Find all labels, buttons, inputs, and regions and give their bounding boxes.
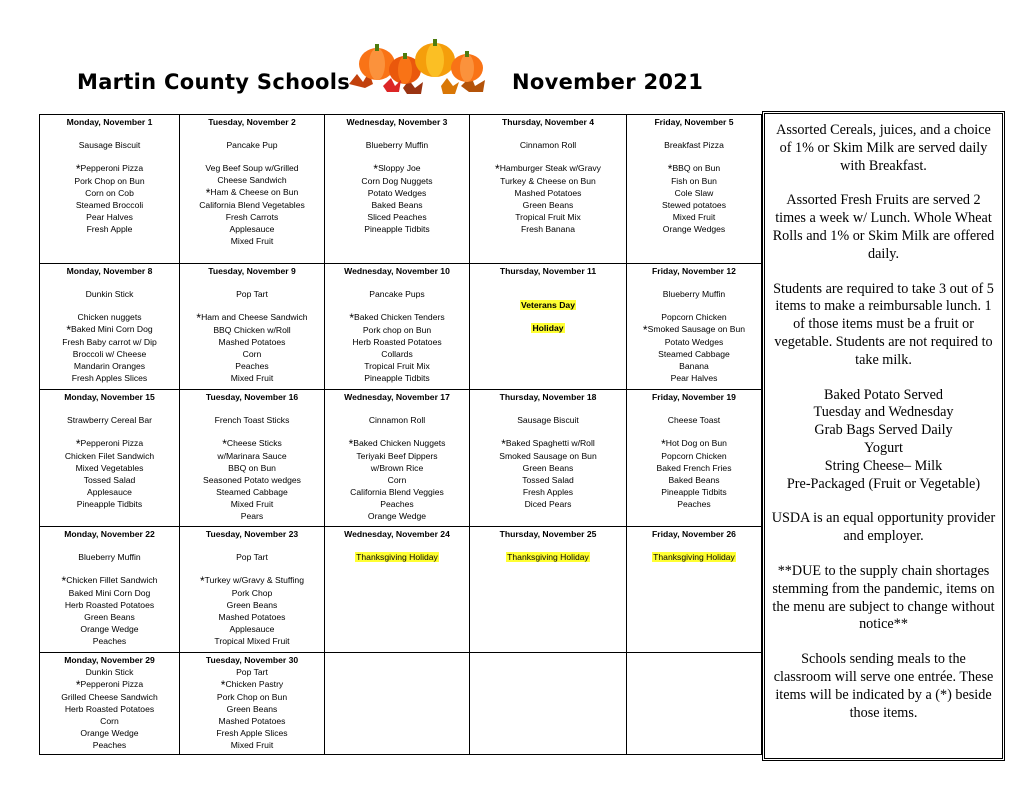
menu-item (40, 574, 179, 587)
menu-item (627, 437, 761, 450)
special-item: Tuesday and Wednesday (813, 404, 954, 421)
menu-item: Tossed Salad (83, 475, 136, 485)
day-heading: Thursday, November 25 (499, 529, 597, 539)
menu-item: Broccoli w/ Cheese (72, 349, 147, 359)
menu-item: Green Beans (522, 200, 574, 210)
breakfast-item: Blueberry Muffin (365, 140, 429, 150)
spacer (40, 151, 179, 162)
day-heading: Monday, November 8 (66, 266, 153, 276)
menu-item: Corn (387, 475, 407, 485)
holiday-line (627, 551, 761, 563)
breakfast-item: Pop Tart (236, 289, 268, 299)
menu-item: Fresh Banana (521, 224, 575, 234)
spacer (627, 300, 761, 311)
classroom-star-icon: * (75, 678, 81, 692)
classroom-star-icon: * (220, 678, 226, 692)
holiday-label: Veterans Day (521, 300, 575, 310)
menu-item (325, 311, 469, 324)
menu-item: Popcorn Chicken (661, 451, 727, 461)
spacer (470, 403, 626, 414)
day-heading: Tuesday, November 23 (205, 529, 299, 539)
menu-item: Applesauce (229, 624, 275, 634)
menu-item: Pork Chop (231, 588, 273, 598)
day-cell (627, 115, 762, 264)
menu-item: Mashed Potatoes (218, 337, 286, 347)
spacer (470, 311, 626, 322)
special-item: Grab Bags Served Daily (814, 422, 953, 439)
menu-item-text: Hot Dog on Bun (665, 438, 727, 448)
spacer (40, 426, 179, 437)
special-item: Pre-Packaged (Fruit or Vegetable) (786, 475, 981, 492)
menu-item: Fresh Apples (522, 487, 574, 497)
classroom-star-icon: * (61, 574, 67, 588)
lunch-note: Assorted Fresh Fruits are served 2 times a week w/ Lunch. Whole Wheat Rolls and 1% or Skim Milk are offered daily. (772, 192, 995, 262)
menu-item: Pineapple Tidbits (364, 373, 430, 383)
menu-item: Sliced Peaches (367, 212, 427, 222)
menu-item: Cole Slaw (674, 188, 714, 198)
usda-note: USDA is an equal opportunity provider and employer. (771, 510, 996, 545)
menu-item: Tropical Fruit Mix (515, 212, 581, 222)
menu-info-panel (762, 111, 1005, 761)
breakfast-item: Blueberry Muffin (662, 289, 726, 299)
menu-item: Pineapple Tidbits (364, 224, 430, 234)
menu-item: Fresh Carrots (225, 212, 279, 222)
spacer (180, 426, 324, 437)
spacer (470, 540, 626, 551)
month-title: November 2021 (512, 70, 704, 94)
holiday-line (325, 551, 469, 563)
day-cell (40, 390, 180, 527)
spacer (627, 540, 761, 551)
breakfast-item: Dunkin Stick (85, 289, 134, 299)
day-heading: Monday, November 22 (64, 529, 155, 539)
holiday-label: Thanksgiving Holiday (653, 552, 735, 562)
menu-item: Banana (679, 361, 709, 371)
breakfast-item: Pancake Pups (369, 289, 425, 299)
menu-item: Mandarin Oranges (73, 361, 146, 371)
menu-item-text: Pepperoni Pizza (80, 438, 144, 448)
day-heading: Tuesday, November 16 (205, 392, 299, 402)
classroom-star-icon: * (75, 437, 81, 451)
menu-item-text: Pepperoni Pizza (80, 679, 144, 689)
day-heading: Thursday, November 11 (499, 266, 597, 276)
menu-item: Tossed Salad (522, 475, 574, 485)
menu-item (470, 162, 626, 175)
menu-item: Smoked Sausage on Bun (499, 451, 597, 461)
classroom-star-icon: * (348, 437, 354, 451)
empty-day-cell (470, 653, 627, 755)
breakfast-item: Pancake Pup (226, 140, 278, 150)
classroom-star-icon: * (661, 437, 666, 451)
day-heading: Thursday, November 18 (499, 392, 597, 402)
classroom-star-icon: * (196, 311, 202, 325)
menu-item (627, 323, 761, 336)
menu-item: Herb Roasted Potatoes (64, 704, 155, 714)
day-heading: Wednesday, November 17 (344, 392, 450, 402)
menu-item: BBQ Chicken w/Roll (213, 325, 291, 335)
spacer (40, 540, 179, 551)
menu-item: Pork Chop on Bun (74, 176, 145, 186)
breakfast-item: Cinnamon Roll (368, 415, 426, 425)
classroom-star-icon: * (199, 574, 205, 588)
menu-item: Mixed Fruit (672, 212, 716, 222)
menu-item: Seasoned Potato wedges (203, 475, 301, 485)
day-cell (180, 653, 325, 755)
day-cell (470, 390, 627, 527)
menu-item-text: Ham & Cheese on Bun (210, 187, 299, 197)
menu-item: Corn (100, 716, 119, 726)
menu-item: Cheese Sandwich (217, 175, 287, 185)
day-cell (40, 527, 180, 653)
day-heading: Wednesday, November 3 (346, 117, 448, 127)
menu-item: Pork Chop on Bun (216, 692, 288, 702)
menu-item: Baked Beans (371, 200, 423, 210)
menu-item (180, 311, 324, 324)
spacer (627, 277, 761, 288)
day-cell (180, 527, 325, 653)
menu-item: Mixed Vegetables (75, 463, 144, 473)
spacer (40, 277, 179, 288)
menu-item: Baked Beans (668, 475, 720, 485)
spacer (40, 403, 179, 414)
menu-item: Steamed Cabbage (216, 487, 288, 497)
spacer (180, 540, 324, 551)
classroom-note: Schools sending meals to the classroom will serve one entrée. These items will be indicated by a (*) beside those items. (773, 651, 994, 721)
spacer (325, 426, 469, 437)
menu-item (40, 678, 179, 691)
day-cell (627, 527, 762, 653)
menu-item: Collards (381, 349, 413, 359)
menu-item: Tropical Fruit Mix (364, 361, 430, 371)
menu-item: Corn Dog Nuggets (361, 176, 433, 186)
day-heading: Friday, November 5 (654, 117, 734, 127)
menu-item-text: Baked Chicken Tenders (354, 312, 445, 322)
menu-item-text: Chicken Fillet Sandwich (66, 575, 158, 585)
day-heading: Thursday, November 4 (501, 117, 594, 127)
menu-item-text: Baked Chicken Nuggets (353, 438, 446, 448)
spacer (180, 300, 324, 311)
menu-item: Green Beans (84, 612, 135, 622)
menu-item: Steamed Broccoli (75, 200, 144, 210)
menu-item: Baked Mini Corn Dog (68, 588, 151, 598)
menu-item: Potato Wedges (367, 188, 427, 198)
day-cell (470, 264, 627, 390)
spacer (325, 300, 469, 311)
specials-list (771, 387, 996, 494)
menu-item: Mixed Fruit (230, 236, 274, 246)
menu-item: Peaches (92, 740, 127, 750)
menu-item: Baked French Fries (656, 463, 732, 473)
menu-item (180, 678, 324, 691)
menu-item: California Blend Vegetables (199, 200, 305, 210)
menu-item: Pineapple Tidbits (661, 487, 727, 497)
menu-item: Fresh Apple Slices (216, 728, 288, 738)
breakfast-item: Sausage Biscuit (517, 415, 579, 425)
menu-item (627, 162, 761, 175)
breakfast-item: Dunkin Stick (85, 667, 134, 677)
breakfast-item: French Toast Sticks (214, 415, 290, 425)
menu-item: Diced Pears (524, 499, 572, 509)
menu-item (40, 162, 179, 175)
spacer (40, 300, 179, 311)
classroom-star-icon: * (667, 162, 673, 176)
menu-item-text: Baked Mini Corn Dog (70, 324, 153, 334)
spacer (325, 277, 469, 288)
classroom-star-icon: * (349, 311, 355, 325)
menu-item: w/Marinara Sauce (217, 451, 287, 461)
day-cell (627, 390, 762, 527)
spacer (325, 151, 469, 162)
day-cell (325, 390, 470, 527)
breakfast-item: Blueberry Muffin (78, 552, 141, 562)
menu-item-text: Chicken Pastry (225, 679, 284, 689)
day-heading: Monday, November 1 (66, 117, 153, 127)
breakfast-item: Sausage Biscuit (78, 140, 141, 150)
day-heading: Tuesday, November 2 (208, 117, 296, 127)
menu-item: Chicken nuggets (77, 312, 142, 322)
classroom-star-icon: * (495, 162, 500, 176)
menu-item: Mixed Fruit (230, 373, 274, 383)
special-item: Baked Potato Served (824, 386, 943, 403)
menu-item: Fish on Bun (671, 176, 717, 186)
special-item: Yogurt (864, 439, 903, 456)
day-heading: Wednesday, November 24 (344, 529, 450, 539)
spacer (180, 277, 324, 288)
menu-item: Tropical Mixed Fruit (214, 636, 290, 646)
menu-item: Corn on Cob (85, 188, 134, 198)
holiday-line (470, 322, 626, 334)
day-heading: Tuesday, November 30 (205, 655, 299, 665)
day-heading: Friday, November 19 (652, 392, 736, 402)
breakfast-item: Strawberry Cereal Bar (66, 415, 152, 425)
menu-item: w/Brown Rice (370, 463, 424, 473)
spacer (470, 288, 626, 299)
day-cell (180, 264, 325, 390)
spacer (325, 540, 469, 551)
breakfast-item: Pop Tart (236, 667, 268, 677)
supply-note: **DUE to the supply chain shortages stemming from the pandemic, items on the menu are subject to change without notice** (772, 562, 995, 633)
spacer (627, 426, 761, 437)
menu-item: Steamed Cabbage (658, 349, 730, 359)
menu-item: Peaches (677, 499, 711, 509)
day-heading: Wednesday, November 10 (344, 266, 450, 276)
menu-item-text: Sloppy Joe (378, 163, 421, 173)
menu-item: Applesauce (87, 487, 132, 497)
menu-item-text: BBQ on Bun (672, 163, 721, 173)
menu-item: Pear Halves (86, 212, 133, 222)
menu-item-text: Ham and Cheese Sandwich (201, 312, 308, 322)
breakfast-note: Assorted Cereals, juices, and a choice of 1% or Skim Milk are served daily with Breakfast. (776, 122, 991, 174)
day-cell (40, 115, 180, 264)
spacer (470, 128, 626, 139)
holiday-label: Holiday (532, 323, 564, 333)
menu-item: Herb Roasted Potatoes (352, 337, 442, 347)
menu-item: Veg Beef Soup w/Grilled (205, 163, 299, 173)
spacer (627, 128, 761, 139)
menu-item: Chicken Filet Sandwich (64, 451, 155, 461)
menu-item: Stewed potatoes (661, 200, 727, 210)
menu-item: Mixed Fruit (230, 499, 274, 509)
day-cell (470, 527, 627, 653)
menu-item: Mixed Fruit (230, 740, 274, 750)
day-cell (180, 115, 325, 264)
menu-item: Grilled Cheese Sandwich (61, 692, 158, 702)
day-cell (470, 115, 627, 264)
classroom-star-icon: * (75, 162, 81, 176)
day-cell (325, 115, 470, 264)
menu-item: Corn (242, 349, 262, 359)
day-heading: Tuesday, November 9 (208, 266, 296, 276)
classroom-star-icon: * (205, 186, 211, 200)
menu-item: Pork chop on Bun (362, 325, 432, 335)
spacer (470, 151, 626, 162)
spacer (325, 128, 469, 139)
classroom-star-icon: * (373, 162, 379, 176)
menu-item: California Blend Veggies (350, 487, 444, 497)
spacer (40, 563, 179, 574)
menu-item: Orange Wedge (367, 511, 427, 521)
spacer (470, 426, 626, 437)
spacer (180, 128, 324, 139)
menu-item (470, 437, 626, 450)
menu-item (325, 437, 469, 450)
menu-item: Orange Wedge (80, 624, 139, 634)
menu-item: Turkey & Cheese on Bun (500, 176, 596, 186)
reimbursable-note: Students are required to take 3 out of 5 items to make a reimbursable lunch. 1 of those items must be a fruit or vegetable. Students are not required to take milk. (773, 280, 994, 368)
menu-item: Pear Halves (670, 373, 718, 383)
menu-item: Peaches (380, 499, 414, 509)
menu-item: Popcorn Chicken (661, 312, 727, 322)
menu-item-text: Cheese Sticks (226, 438, 282, 448)
spacer (40, 128, 179, 139)
menu-item-text: Turkey w/Gravy & Stuffing (204, 575, 304, 585)
breakfast-item: Breakfast Pizza (664, 140, 724, 150)
holiday-label: Thanksgiving Holiday (356, 552, 438, 562)
menu-item: Pineapple Tidbits (76, 499, 143, 509)
menu-item: Fresh Baby carrot w/ Dip (62, 337, 157, 347)
menu-item: Herb Roasted Potatoes (64, 600, 155, 610)
classroom-star-icon: * (66, 323, 71, 337)
breakfast-item: Cinnamon Roll (519, 140, 577, 150)
special-item: String Cheese– Milk (824, 457, 943, 474)
classroom-star-icon: * (501, 437, 506, 451)
menu-item (40, 323, 179, 336)
menu-item (180, 574, 324, 587)
day-heading: Friday, November 26 (652, 529, 736, 539)
menu-item (180, 186, 324, 199)
menu-item: Potato Wedges (664, 337, 724, 347)
menu-item: Green Beans (226, 704, 278, 714)
pumpkin-cluster-icon (343, 26, 495, 98)
menu-item: Green Beans (522, 463, 574, 473)
menu-item: Fresh Apples Slices (71, 373, 148, 383)
menu-item: Green Beans (226, 600, 278, 610)
breakfast-item: Cheese Toast (667, 415, 721, 425)
spacer (180, 563, 324, 574)
menu-item: Pears (240, 511, 264, 521)
day-heading: Friday, November 12 (652, 266, 736, 276)
menu-item: BBQ on Bun (228, 463, 276, 473)
day-heading: Monday, November 15 (64, 392, 155, 402)
menu-item: Applesauce (229, 224, 275, 234)
menu-item-text: Baked Spaghetti w/Roll (505, 438, 595, 448)
school-name: Martin County Schools (77, 70, 351, 94)
day-cell (40, 653, 180, 755)
breakfast-item: Pop Tart (236, 552, 268, 562)
spacer (470, 277, 626, 288)
menu-item (180, 437, 324, 450)
menu-item-text: Pepperoni Pizza (80, 163, 144, 173)
menu-item: Peaches (235, 361, 269, 371)
day-cell (180, 390, 325, 527)
day-cell (325, 527, 470, 653)
menu-item: Mashed Potatoes (218, 612, 286, 622)
menu-item (40, 437, 179, 450)
menu-item: Mashed Potatoes (514, 188, 582, 198)
spacer (627, 403, 761, 414)
day-cell (40, 264, 180, 390)
spacer (627, 151, 761, 162)
day-cell (627, 264, 762, 390)
empty-day-cell (325, 653, 470, 755)
menu-item: Peaches (92, 636, 127, 646)
menu-item: Orange Wedges (662, 224, 726, 234)
classroom-star-icon: * (642, 323, 648, 337)
spacer (325, 403, 469, 414)
holiday-line (470, 551, 626, 563)
spacer (180, 151, 324, 162)
menu-item: Fresh Apple (86, 224, 133, 234)
menu-item: Orange Wedge (80, 728, 139, 738)
day-cell (325, 264, 470, 390)
holiday-label: Thanksgiving Holiday (507, 552, 589, 562)
holiday-line (470, 299, 626, 311)
spacer (180, 403, 324, 414)
menu-item-text: Smoked Sausage on Bun (647, 324, 746, 334)
menu-item (325, 162, 469, 175)
day-heading: Monday, November 29 (64, 655, 155, 665)
menu-item-text: Hamburger Steak w/Gravy (499, 163, 601, 173)
classroom-star-icon: * (222, 437, 227, 451)
menu-item: Mashed Potatoes (218, 716, 286, 726)
menu-item: Teriyaki Beef Dippers (356, 451, 438, 461)
empty-day-cell (627, 653, 762, 755)
menu-calendar (39, 114, 762, 755)
